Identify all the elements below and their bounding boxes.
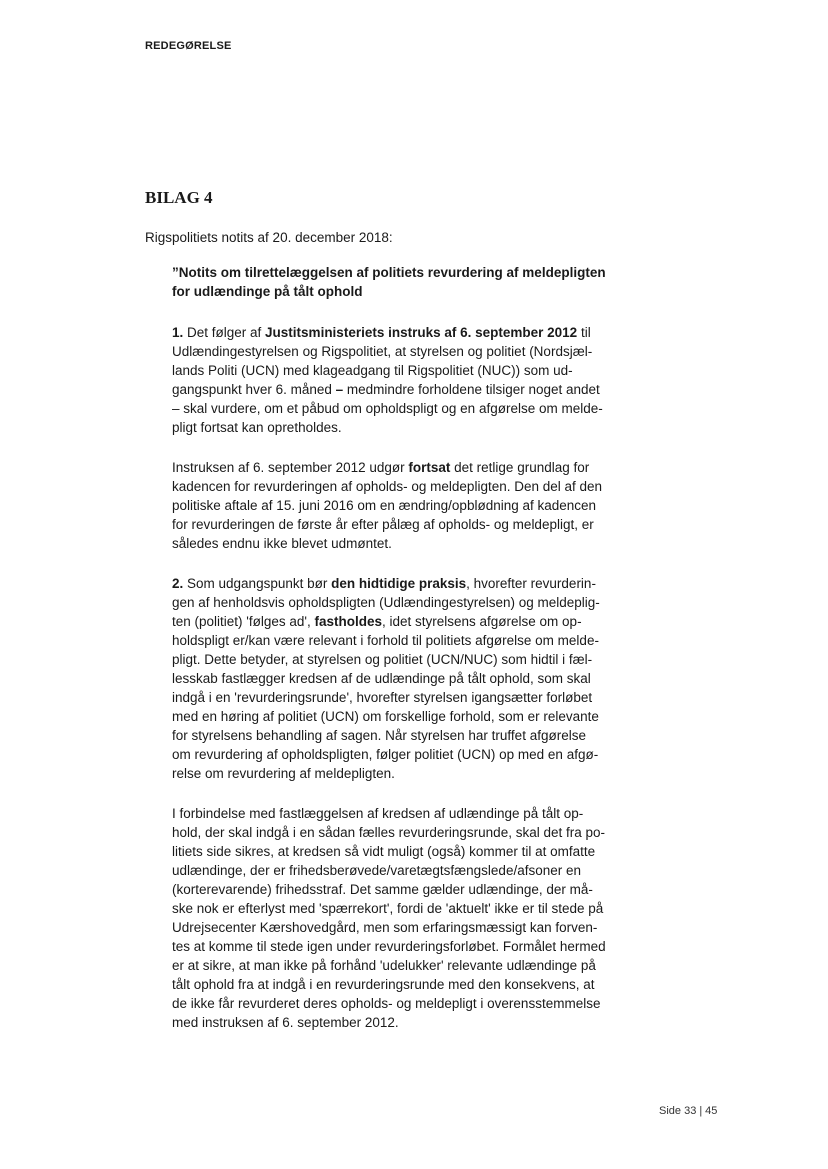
- paragraph-line: Udlændingestyrelsen og Rigspolitiet, at styrelsen og politiet (Nordsjæl-: [172, 344, 593, 359]
- emphasis: Justitsministeriets instruks af 6. september 2012: [265, 325, 578, 340]
- paragraph-line: tes at komme til stede igen under revurderingsforløbet. Formålet hermed: [172, 939, 606, 954]
- paragraph-line: gen af henholdsvis opholdspligten (Udlændingestyrelsen) og meldeplig-: [172, 595, 600, 610]
- paragraph-line: hold, der skal indgå i en sådan fælles revurderingsrunde, skal det fra po-: [172, 825, 605, 840]
- paragraph-line: [172, 574, 622, 593]
- paragraph-line: for revurderingen de første år efter pålæg af opholds- og meldepligt, er: [172, 517, 594, 532]
- section-number: 1.: [172, 325, 184, 340]
- paragraph-line: ske nok er efterlyst med 'spærrekort', fordi de 'aktuelt' ikke er til stede på: [172, 901, 604, 916]
- text-run: , hvorefter revurderin-: [466, 576, 596, 591]
- notice-title-line: ”Notits om tilrettelæggelsen af politiets revurdering af meldepligten: [172, 265, 606, 280]
- paragraph-line: lands Politi (UCN) med klageadgang til Rigspolitiet (NUC)) som ud-: [172, 363, 573, 378]
- text-run: Som udgangspunkt bør: [183, 576, 332, 591]
- paragraph-line: (korterevarende) frihedsstraf. Det samme gælder udlændinge, der må-: [172, 882, 593, 897]
- paragraph-line: [172, 323, 622, 342]
- paragraph-line: Udrejsecenter Kærshovedgård, men som erfaringsmæssigt kan forven-: [172, 920, 598, 935]
- paragraph-line: lesskab fastlægger kredsen af de udlændinge på tålt ophold, som skal: [172, 671, 591, 686]
- paragraph-line: – skal vurdere, om et påbud om opholdspligt og en afgørelse om melde-: [172, 401, 603, 416]
- quoted-notice: [172, 263, 622, 1053]
- page-total: 45: [705, 1105, 718, 1117]
- paragraph-line: om revurdering af opholdspligten, følger politiet (UCN) op med en afgø-: [172, 747, 599, 762]
- paragraph-line: indgå i en 'revurderingsrunde', hvorefter styrelsen igangsætter forløbet: [172, 690, 593, 705]
- paragraph-line: tålt ophold fra at indgå i en revurderingsrunde med den konsekvens, at: [172, 977, 595, 992]
- paragraph-line: I forbindelse med fastlæggelsen af kredsen af udlændinge på tålt op-: [172, 806, 584, 821]
- paragraph-line: kadencen for revurderingen af opholds- og meldepligten. Den del af den: [172, 479, 603, 494]
- paragraph-4: [172, 804, 622, 1032]
- page-label: Side 33: [659, 1105, 697, 1117]
- paragraph-line: med instruksen af 6. september 2012.: [172, 1015, 399, 1030]
- text-run: medmindre forholdene tilsiger noget andet: [343, 382, 600, 397]
- text-run: , idet styrelsens afgørelse om op-: [381, 614, 582, 629]
- paragraph-line: med en høring af politiet (UCN) om forskellige forhold, som er relevante: [172, 709, 599, 724]
- text-run: til: [577, 325, 591, 340]
- page-separator: |: [699, 1105, 703, 1117]
- paragraph-line: litiets side sikres, at kredsen så vidt muligt (også) kommer til at omfatte: [172, 844, 596, 859]
- appendix-title: BILAG 4: [145, 188, 213, 207]
- paragraph-line: holdspligt er/kan være relevant i forhold til politiets afgørelse om melde-: [172, 633, 599, 648]
- text-run: det retlige grundlag for: [450, 460, 590, 475]
- section-number: 2.: [172, 576, 184, 591]
- notice-title-line: for udlændinge på tålt ophold: [172, 284, 363, 299]
- document-header-label: REDEGØRELSE: [145, 40, 232, 52]
- paragraph-line: pligt fortsat kan opretholdes.: [172, 420, 342, 435]
- paragraph-1: [172, 323, 622, 437]
- intro-line: Rigspolitiets notits af 20. december 2018:: [145, 230, 393, 245]
- paragraph-line: udlændinge, der er frihedsberøvede/varetægtsfængslede/afsoner en: [172, 863, 581, 878]
- emphasis: –: [335, 382, 344, 397]
- paragraph-line: politiske aftale af 15. juni 2016 om en ændring/opblødning af kadencen: [172, 498, 597, 513]
- paragraph-line: pligt. Dette betyder, at styrelsen og politiet (UCN/NUC) som hidtil i fæl-: [172, 652, 593, 667]
- paragraph-line: [172, 380, 622, 399]
- paragraph-line: for styrelsens behandling af sagen. Når styrelsen har truffet afgørelse: [172, 728, 586, 743]
- emphasis: fortsat: [408, 460, 451, 475]
- page-number: [659, 1105, 717, 1117]
- paragraph-line: således endnu ikke blevet udmøntet.: [172, 536, 392, 551]
- text-run: Instruksen af 6. september 2012 udgør: [172, 460, 409, 475]
- paragraph-line: [172, 458, 622, 477]
- paragraph-3: [172, 574, 622, 783]
- paragraph-line: [172, 612, 622, 631]
- text-run: gangspunkt hver 6. måned: [172, 382, 336, 397]
- emphasis: fastholdes: [314, 614, 382, 629]
- text-run: Det følger af: [183, 325, 266, 340]
- paragraph-2: [172, 458, 622, 553]
- text-run: ten (politiet) 'følges ad',: [172, 614, 315, 629]
- paragraph-line: de ikke får revurderet deres opholds- og meldepligt i overensstemmelse: [172, 996, 601, 1011]
- notice-title: [172, 263, 622, 301]
- paragraph-line: er at sikre, at man ikke på forhånd 'udelukker' relevante udlændinge på: [172, 958, 596, 973]
- emphasis: den hidtidige praksis: [331, 576, 467, 591]
- paragraph-line: relse om revurdering af meldepligten.: [172, 766, 395, 781]
